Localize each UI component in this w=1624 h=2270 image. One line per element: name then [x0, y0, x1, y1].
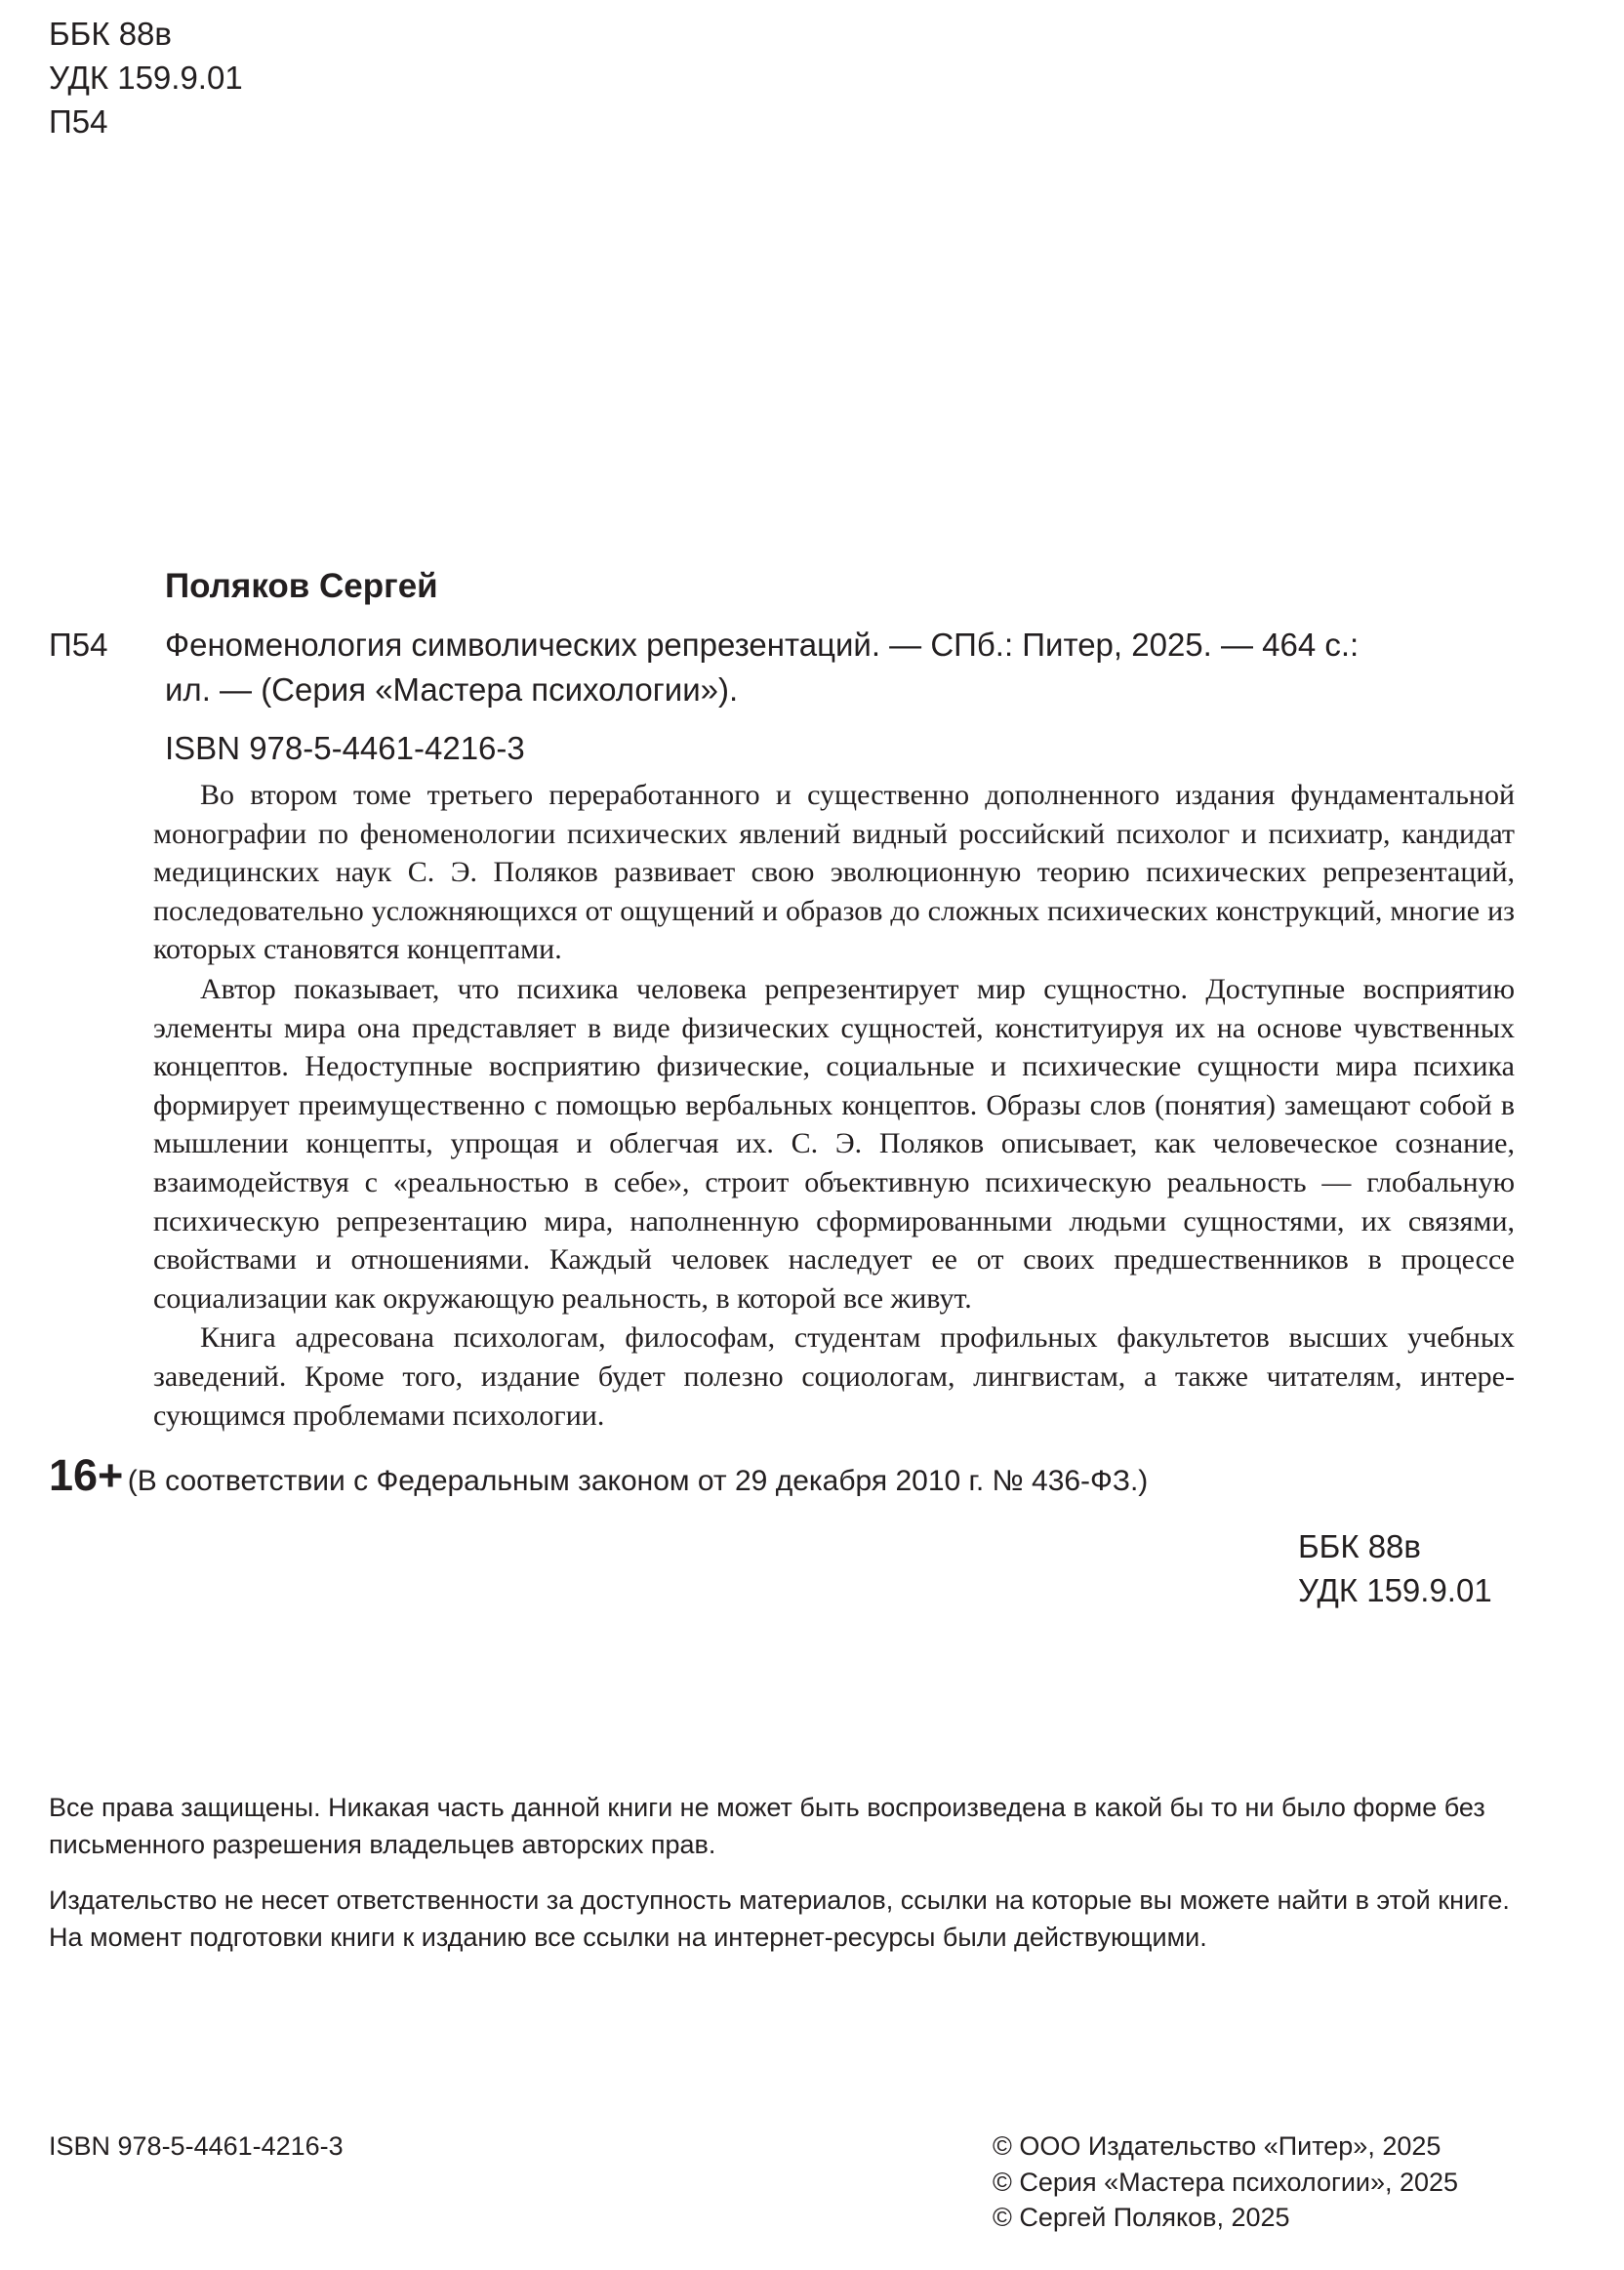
bibliographic-description [165, 623, 1531, 712]
footer-isbn: ISBN 978-5-4461-4216-3 [49, 2131, 344, 2161]
annotation-paragraph: Книга адресована психологам, философам, студентам профильных факультетов высших учебных заведений. Кроме того, издание будет полезно социологам, лингвистам, а также читателям, интересующимся проблемами психологии. [153, 1321, 1515, 1432]
disclaimer-notice: Издательство не несет ответственности за доступность материалов, ссылки на которые вы можете найти в этой книге. На момент подготовки книги к изданию все ссылки на интернет-ресурсы были действующими. [49, 1885, 1510, 1952]
top-author-sign: П54 [49, 103, 108, 140]
description-line-1: Феноменология символических репрезентаций. — СПб.: Питер, 2025. — 464 с.: [165, 627, 1360, 663]
bottom-bbk-code: ББК 88в [1298, 1528, 1421, 1564]
top-udk-code: УДК 159.9.01 [49, 60, 243, 96]
copyright-line: © Серия «Мастера психологии», 2025 [993, 2167, 1459, 2197]
bottom-classification-codes [1298, 1524, 1492, 1612]
copyright-line: © ООО Издательство «Питер», 2025 [993, 2131, 1441, 2161]
entry-author-sign: П54 [49, 627, 108, 663]
top-classification-codes [49, 12, 243, 143]
age-rating [49, 1447, 1148, 1510]
bottom-udk-code: УДК 159.9.01 [1298, 1572, 1492, 1608]
age-rating-mark: 16+ [49, 1450, 124, 1500]
rights-notice: Все права защищены. Никакая часть данной книги не может быть воспроизведена в какой бы то ни было форме без письменного разрешения владельцев авторских прав. [49, 1793, 1485, 1859]
copyright-line: © Сергей Поляков, 2025 [993, 2203, 1290, 2232]
annotation-paragraph: Во втором томе третьего переработанного и существенно дополненного издания фундаментальной монографии по феноменологии психических явлений видный российский психолог и психиатр, кандидат медицинских наук С. Э. Поляков развивает свою эволюционную теорию психических репрезентаций, последовательно усложняющихся от ощущений и образов до сложных психических конструкций, многие из которых становятся концептами. [153, 779, 1515, 966]
top-bbk-code: ББК 88в [49, 16, 172, 52]
annotation-paragraph: Автор показывает, что психика человека репрезентирует мир сущностно. Доступные восприятию элементы мира она представляет в виде физических сущностей, конституируя их на основе чувственных концептов. Недоступные восприятию физические, социальные и психические сущности мира психика формирует преимущественно с помощью вербальных концептов. Образы слов (понятия) замещают собой в мышлении концепты, упрощая и облегчая их. С. Э. Поляков описывает, как человеческое сознание, взаимодействуя с «реальностью в себе», строит объективную психическую реальность — глобальную психическую репрезентацию мира, наполненную сформированными людьми сущностями, их связями, свойствами и отношениями. Каждый человек наследует ее от своих предшественников в процессе социализации как окружающую реальность, в которой все живут. [153, 972, 1515, 1315]
entry-isbn: ISBN 978-5-4461-4216-3 [165, 730, 525, 766]
copyright-block [993, 2128, 1458, 2236]
annotation [153, 776, 1515, 1435]
description-line-2: ил. — (Серия «Мастера психологии»). [165, 671, 739, 708]
author-name: Поляков Сергей [165, 567, 438, 605]
age-rating-note: (В соответствии с Федеральным законом от 29 декабря 2010 г. № 436-ФЗ.) [127, 1465, 1149, 1497]
